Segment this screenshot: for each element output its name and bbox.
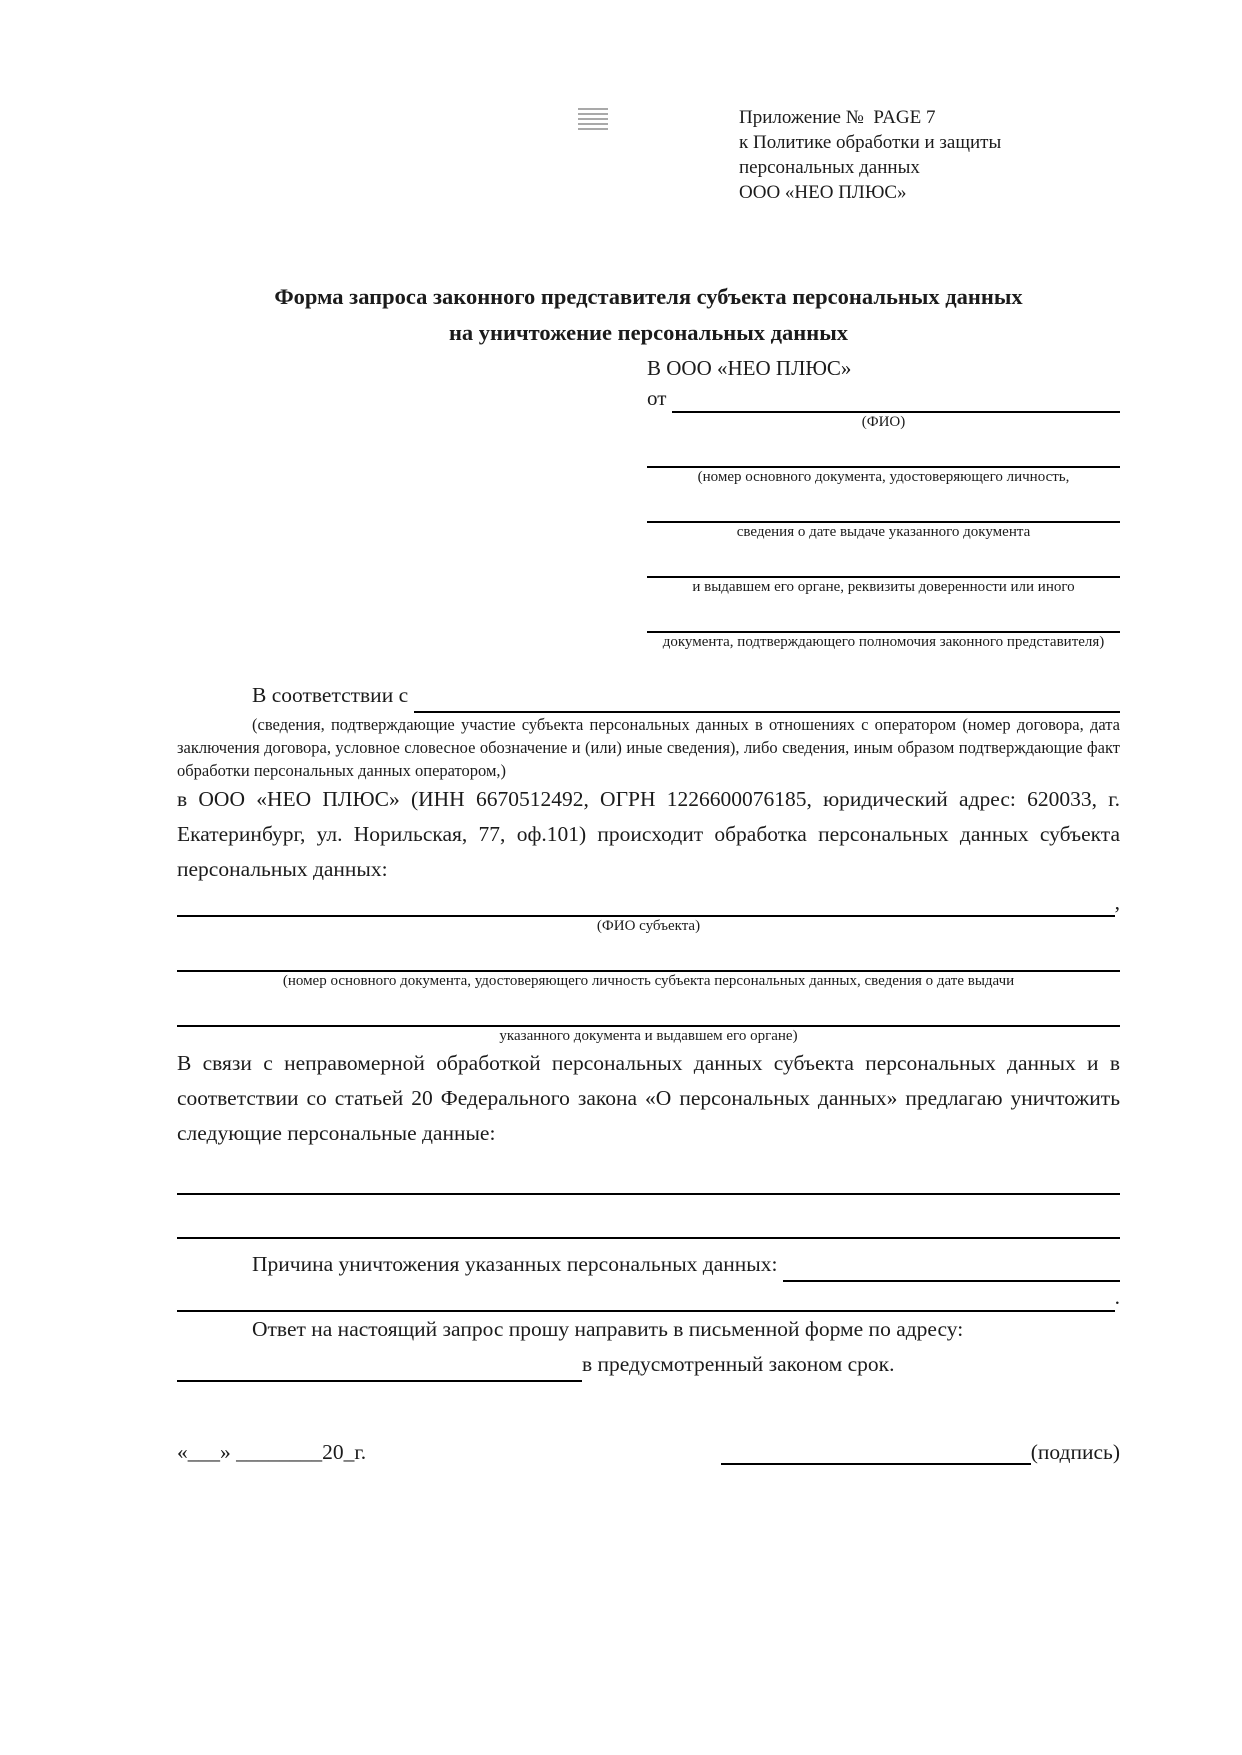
signature-group: [721, 1440, 1120, 1465]
power-doc-caption: документа, подтверждающего полномочия законного представителя): [662, 634, 1105, 650]
page-title-line2: на уничтожение персональных данных: [448, 320, 849, 345]
issue-date-line: [647, 505, 1120, 523]
power-doc-line: [647, 615, 1120, 633]
fine-print-note: (сведения, подтверждающие участие субъекта персональных данных в отношениях с оператором (номер договора, дата заключения договора, условное словесное обозначение и (или) иные сведения), либо сведения, иным образом подтверждающие факт обработки персональных данных оператором,): [177, 715, 1120, 780]
page-title: [177, 279, 1120, 351]
operator-paragraph: в ООО «НЕО ПЛЮС» (ИНН 6670512492, ОГРН 1226600076185, юридический адрес: 620033, г. Екатеринбург, ул. Норильская, 77, оф.101) происходит обработка персональных данных субъекта персональных данных:: [177, 787, 1120, 881]
addressee-to: В ООО «НЕО ПЛЮС»: [647, 356, 852, 380]
from-row: [647, 383, 1120, 413]
subject-fio-row: [177, 887, 1120, 917]
according-label: В соответствии с: [252, 683, 414, 707]
authority-caption: и выдавшем его органе, реквизиты доверенности или иного: [692, 579, 1075, 595]
answer-line1: Ответ на настоящий запрос прошу направить в письменной форме по адресу:: [252, 1317, 964, 1341]
according-row: [177, 678, 1120, 713]
date-blank: «___» ________20_г.: [177, 1440, 367, 1464]
document-body: [177, 678, 1120, 1382]
addressee-block: [647, 353, 1120, 652]
destroy-data-line1: [177, 1151, 1120, 1195]
reason-row: [177, 1247, 1120, 1282]
subject-doc-caption2: указанного документа и выдавшем его органе): [499, 1028, 798, 1044]
subject-fio-comma: ,: [1114, 890, 1120, 914]
header-line-company: ООО «НЕО ПЛЮС»: [739, 182, 907, 203]
destroy-paragraph: В связи с неправомерной обработкой персональных данных субъекта персональных данных и в соответствии со статьей 20 Федерального закона «О персональных данных» предлагаю уничтожить следующие персональные данные:: [177, 1051, 1120, 1145]
subject-doc-line2: [177, 1009, 1120, 1027]
header-line-appendix: Приложение № PAGE 7: [739, 107, 936, 128]
signature-line: [721, 1441, 1031, 1465]
reason-fill-line: [783, 1280, 1120, 1282]
subject-fio-caption: (ФИО субъекта): [596, 918, 701, 934]
footer: [177, 1440, 1120, 1465]
address-fill-line: [177, 1356, 582, 1382]
subject-doc-caption1: (номер основного документа, удостоверяющего личность субъекта персональных данных, сведения о дате выдачи: [282, 973, 1015, 989]
subject-doc-line1: [177, 954, 1120, 972]
header-line-policy: к Политике обработки и защиты: [739, 132, 1002, 153]
page-title-line1: Форма запроса законного представителя субъекта персональных данных: [274, 284, 1023, 309]
destroy-data-line2: [177, 1195, 1120, 1239]
doc-number-caption: (номер основного документа, удостоверяющего личность,: [697, 469, 1070, 485]
issue-date-caption: сведения о дате выдаче указанного документа: [736, 524, 1031, 540]
fio-caption: (ФИО): [861, 414, 906, 430]
header: [177, 105, 1120, 205]
reason-label: Причина уничтожения указанных персональных данных:: [252, 1252, 783, 1276]
doc-number-line: [647, 450, 1120, 468]
from-label: от: [647, 386, 672, 410]
reason-period: .: [1114, 1285, 1120, 1309]
answer-row2: [177, 1347, 1120, 1382]
header-line-pd: персональных данных: [739, 157, 920, 178]
field-code-artifact-icon: [578, 108, 608, 130]
header-block: [739, 105, 1120, 205]
signature-caption: (подпись): [1030, 1440, 1120, 1464]
reason-continuation-row: [177, 1282, 1120, 1312]
answer-line2-suffix: в предусмотренный законом срок.: [582, 1352, 895, 1376]
authority-line: [647, 560, 1120, 578]
